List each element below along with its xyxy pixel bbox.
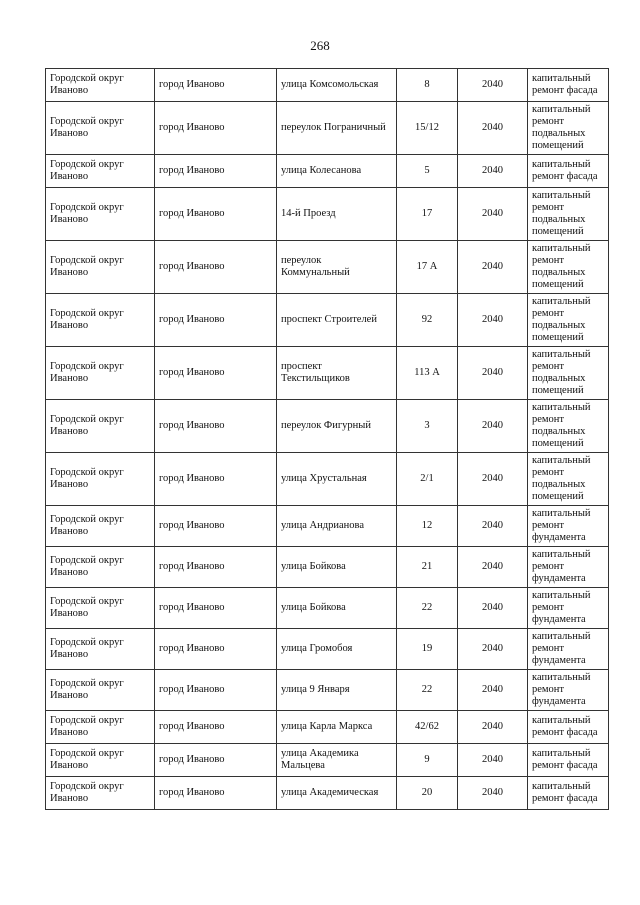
street-cell: переулок Фигурный [277,400,397,453]
street-cell: улица Бойкова [277,547,397,588]
city-cell: город Иваново [155,400,277,453]
city-cell: город Иваново [155,506,277,547]
year-cell: 2040 [458,294,528,347]
house-number-cell: 113 А [397,347,458,400]
district-cell: Городской округ Иваново [46,400,155,453]
house-number-cell: 42/62 [397,711,458,744]
street-cell: улица Академическая [277,777,397,810]
work-type-cell: капитальный ремонт фасада [528,711,609,744]
work-type-cell: капитальный ремонт подвальных помещений [528,241,609,294]
house-number-cell: 92 [397,294,458,347]
table-row [46,777,609,810]
house-number-cell: 17 А [397,241,458,294]
work-type-cell: капитальный ремонт подвальных помещений [528,102,609,155]
street-cell: улица 9 Января [277,670,397,711]
street-cell: улица Карла Маркса [277,711,397,744]
table-row [46,629,609,670]
house-number-cell: 2/1 [397,453,458,506]
table-row [46,347,609,400]
house-number-cell: 3 [397,400,458,453]
repair-schedule-table [45,68,609,810]
work-type-cell: капитальный ремонт фундамента [528,670,609,711]
house-number-cell: 17 [397,188,458,241]
street-cell: улица Колесанова [277,155,397,188]
house-number-cell: 19 [397,629,458,670]
year-cell: 2040 [458,629,528,670]
city-cell: город Иваново [155,547,277,588]
city-cell: город Иваново [155,155,277,188]
house-number-cell: 20 [397,777,458,810]
house-number-cell: 22 [397,588,458,629]
house-number-cell: 9 [397,744,458,777]
work-type-cell: капитальный ремонт подвальных помещений [528,294,609,347]
year-cell: 2040 [458,347,528,400]
table-row [46,294,609,347]
page-number: 268 [310,38,330,53]
street-cell: переулок Пограничный [277,102,397,155]
year-cell: 2040 [458,506,528,547]
work-type-cell: капитальный ремонт фасада [528,69,609,102]
table-row [46,102,609,155]
year-cell: 2040 [458,744,528,777]
house-number-cell: 22 [397,670,458,711]
city-cell: город Иваново [155,188,277,241]
house-number-cell: 15/12 [397,102,458,155]
year-cell: 2040 [458,588,528,629]
table-row [46,155,609,188]
year-cell: 2040 [458,102,528,155]
table-row [46,453,609,506]
city-cell: город Иваново [155,69,277,102]
city-cell: город Иваново [155,294,277,347]
district-cell: Городской округ Иваново [46,670,155,711]
city-cell: город Иваново [155,588,277,629]
house-number-cell: 21 [397,547,458,588]
city-cell: город Иваново [155,102,277,155]
table-body [46,69,609,810]
street-cell: проспект Текстильщиков [277,347,397,400]
year-cell: 2040 [458,188,528,241]
table-row [46,547,609,588]
street-cell: 14-й Проезд [277,188,397,241]
district-cell: Городской округ Иваново [46,241,155,294]
street-cell: улица Хрустальная [277,453,397,506]
district-cell: Городской округ Иваново [46,188,155,241]
city-cell: город Иваново [155,744,277,777]
street-cell: улица Громобоя [277,629,397,670]
work-type-cell: капитальный ремонт фасада [528,155,609,188]
work-type-cell: капитальный ремонт фундамента [528,588,609,629]
work-type-cell: капитальный ремонт подвальных помещений [528,400,609,453]
work-type-cell: капитальный ремонт фундамента [528,547,609,588]
city-cell: город Иваново [155,629,277,670]
district-cell: Городской округ Иваново [46,629,155,670]
year-cell: 2040 [458,155,528,188]
table-row [46,69,609,102]
year-cell: 2040 [458,241,528,294]
city-cell: город Иваново [155,453,277,506]
city-cell: город Иваново [155,777,277,810]
house-number-cell: 8 [397,69,458,102]
work-type-cell: капитальный ремонт подвальных помещений [528,347,609,400]
work-type-cell: капитальный ремонт фундамента [528,506,609,547]
table-row [46,241,609,294]
table-row [46,588,609,629]
street-cell: проспект Строителей [277,294,397,347]
district-cell: Городской округ Иваново [46,347,155,400]
district-cell: Городской округ Иваново [46,777,155,810]
table-row [46,744,609,777]
city-cell: город Иваново [155,711,277,744]
district-cell: Городской округ Иваново [46,69,155,102]
table-row [46,670,609,711]
district-cell: Городской округ Иваново [46,155,155,188]
year-cell: 2040 [458,453,528,506]
work-type-cell: капитальный ремонт фасада [528,744,609,777]
work-type-cell: капитальный ремонт подвальных помещений [528,188,609,241]
table-row [46,400,609,453]
street-cell: улица Бойкова [277,588,397,629]
table-row [46,188,609,241]
table-row [46,506,609,547]
street-cell: улица Академика Мальцева [277,744,397,777]
district-cell: Городской округ Иваново [46,588,155,629]
street-cell: улица Андрианова [277,506,397,547]
street-cell: переулок Коммунальный [277,241,397,294]
district-cell: Городской округ Иваново [46,506,155,547]
district-cell: Городской округ Иваново [46,547,155,588]
city-cell: город Иваново [155,347,277,400]
year-cell: 2040 [458,400,528,453]
street-cell: улица Комсомольская [277,69,397,102]
year-cell: 2040 [458,777,528,810]
district-cell: Городской округ Иваново [46,744,155,777]
city-cell: город Иваново [155,670,277,711]
work-type-cell: капитальный ремонт подвальных помещений [528,453,609,506]
district-cell: Городской округ Иваново [46,102,155,155]
house-number-cell: 12 [397,506,458,547]
house-number-cell: 5 [397,155,458,188]
year-cell: 2040 [458,547,528,588]
year-cell: 2040 [458,69,528,102]
city-cell: город Иваново [155,241,277,294]
year-cell: 2040 [458,711,528,744]
district-cell: Городской округ Иваново [46,453,155,506]
table-row [46,711,609,744]
district-cell: Городской округ Иваново [46,711,155,744]
work-type-cell: капитальный ремонт фундамента [528,629,609,670]
district-cell: Городской округ Иваново [46,294,155,347]
year-cell: 2040 [458,670,528,711]
work-type-cell: капитальный ремонт фасада [528,777,609,810]
